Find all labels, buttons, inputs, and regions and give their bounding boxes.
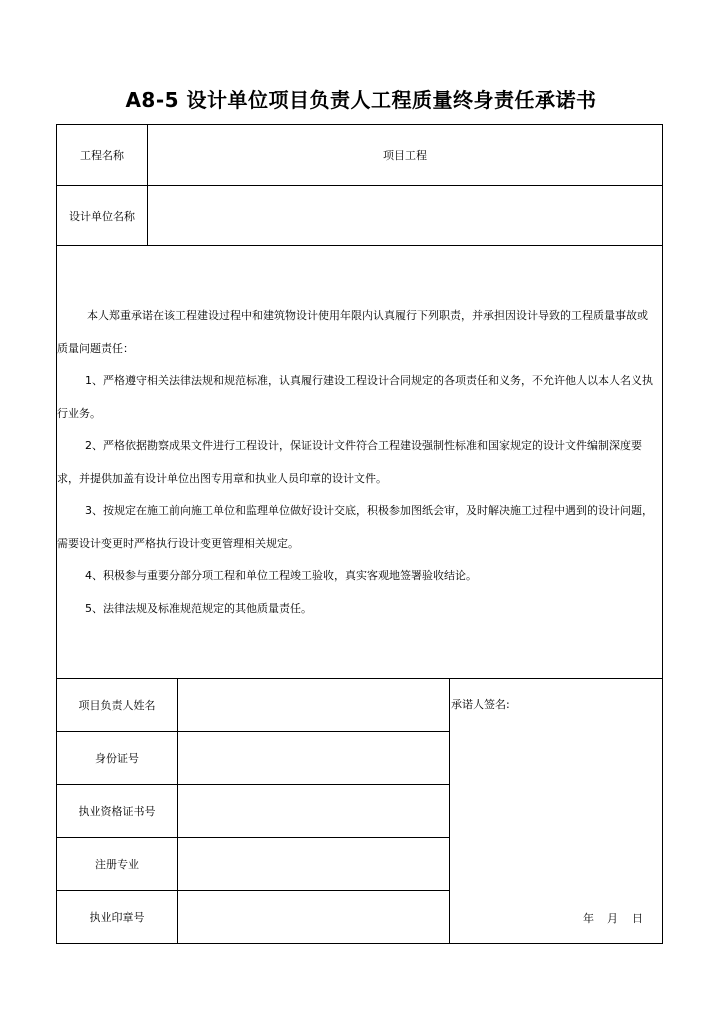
practice-seal-label: 执业印章号 (89, 911, 145, 924)
divider (449, 678, 450, 943)
practice-seal-value[interactable] (178, 891, 449, 943)
id-number-label: 身份证号 (95, 752, 139, 765)
id-number-value[interactable] (178, 732, 449, 784)
page-title: A8-5 设计单位项目负责人工程质量终身责任承诺书 (125, 88, 597, 112)
project-name-value[interactable]: 项目工程 (383, 149, 427, 162)
commitment-item: 1、严格遵守相关法律法规和规范标准，认真履行建设工程设计合同规定的各项责任和义务，不允许他人以本人名义执行业务。 (57, 374, 653, 420)
design-unit-label: 设计单位名称 (69, 209, 135, 223)
signature-area[interactable] (451, 679, 662, 943)
date-year-label: 年 (583, 912, 594, 925)
project-name-label: 工程名称 (80, 149, 124, 162)
commitment-text (57, 300, 661, 625)
divider (57, 245, 662, 246)
commitment-item: 3、按规定在施工前向施工单位和监理单位做好设计交底，积极参加图纸会审，及时解决施工过程中遇到的设计问题，需要设计变更时严格执行设计变更管理相关规定。 (57, 504, 653, 550)
design-unit-value[interactable] (148, 186, 662, 245)
date-day-label: 日 (632, 912, 643, 925)
commitment-item: 4、积极参与重要分部分项工程和单位工程竣工验收，真实客观地签署验收结论。 (85, 569, 477, 582)
commitment-intro: 本人郑重承诺在该工程建设过程中和建筑物设计使用年限内认真履行下列职责，并承担因设计导致的工程质量事故或质量问题责任： (57, 309, 648, 355)
registered-specialty-value[interactable] (178, 838, 449, 890)
qualification-cert-label: 执业资格证书号 (78, 805, 156, 818)
commitment-item: 5、法律法规及标准规范规定的其他质量责任。 (85, 601, 312, 615)
qualification-cert-value[interactable] (178, 785, 449, 837)
registered-specialty-label: 注册专业 (95, 858, 139, 871)
commitment-item: 2、严格依据勘察成果文件进行工程设计，保证设计文件符合工程建设强制性标准和国家规定的设计文件编制深度要求，并提供加盖有设计单位出图专用章和执业人员印章的设计文件。 (57, 439, 642, 485)
signature-label: 承诺人签名: (451, 698, 510, 711)
date-month-label: 月 (607, 912, 618, 925)
leader-name-label: 项目负责人姓名 (78, 699, 156, 712)
leader-name-value[interactable] (178, 679, 449, 731)
